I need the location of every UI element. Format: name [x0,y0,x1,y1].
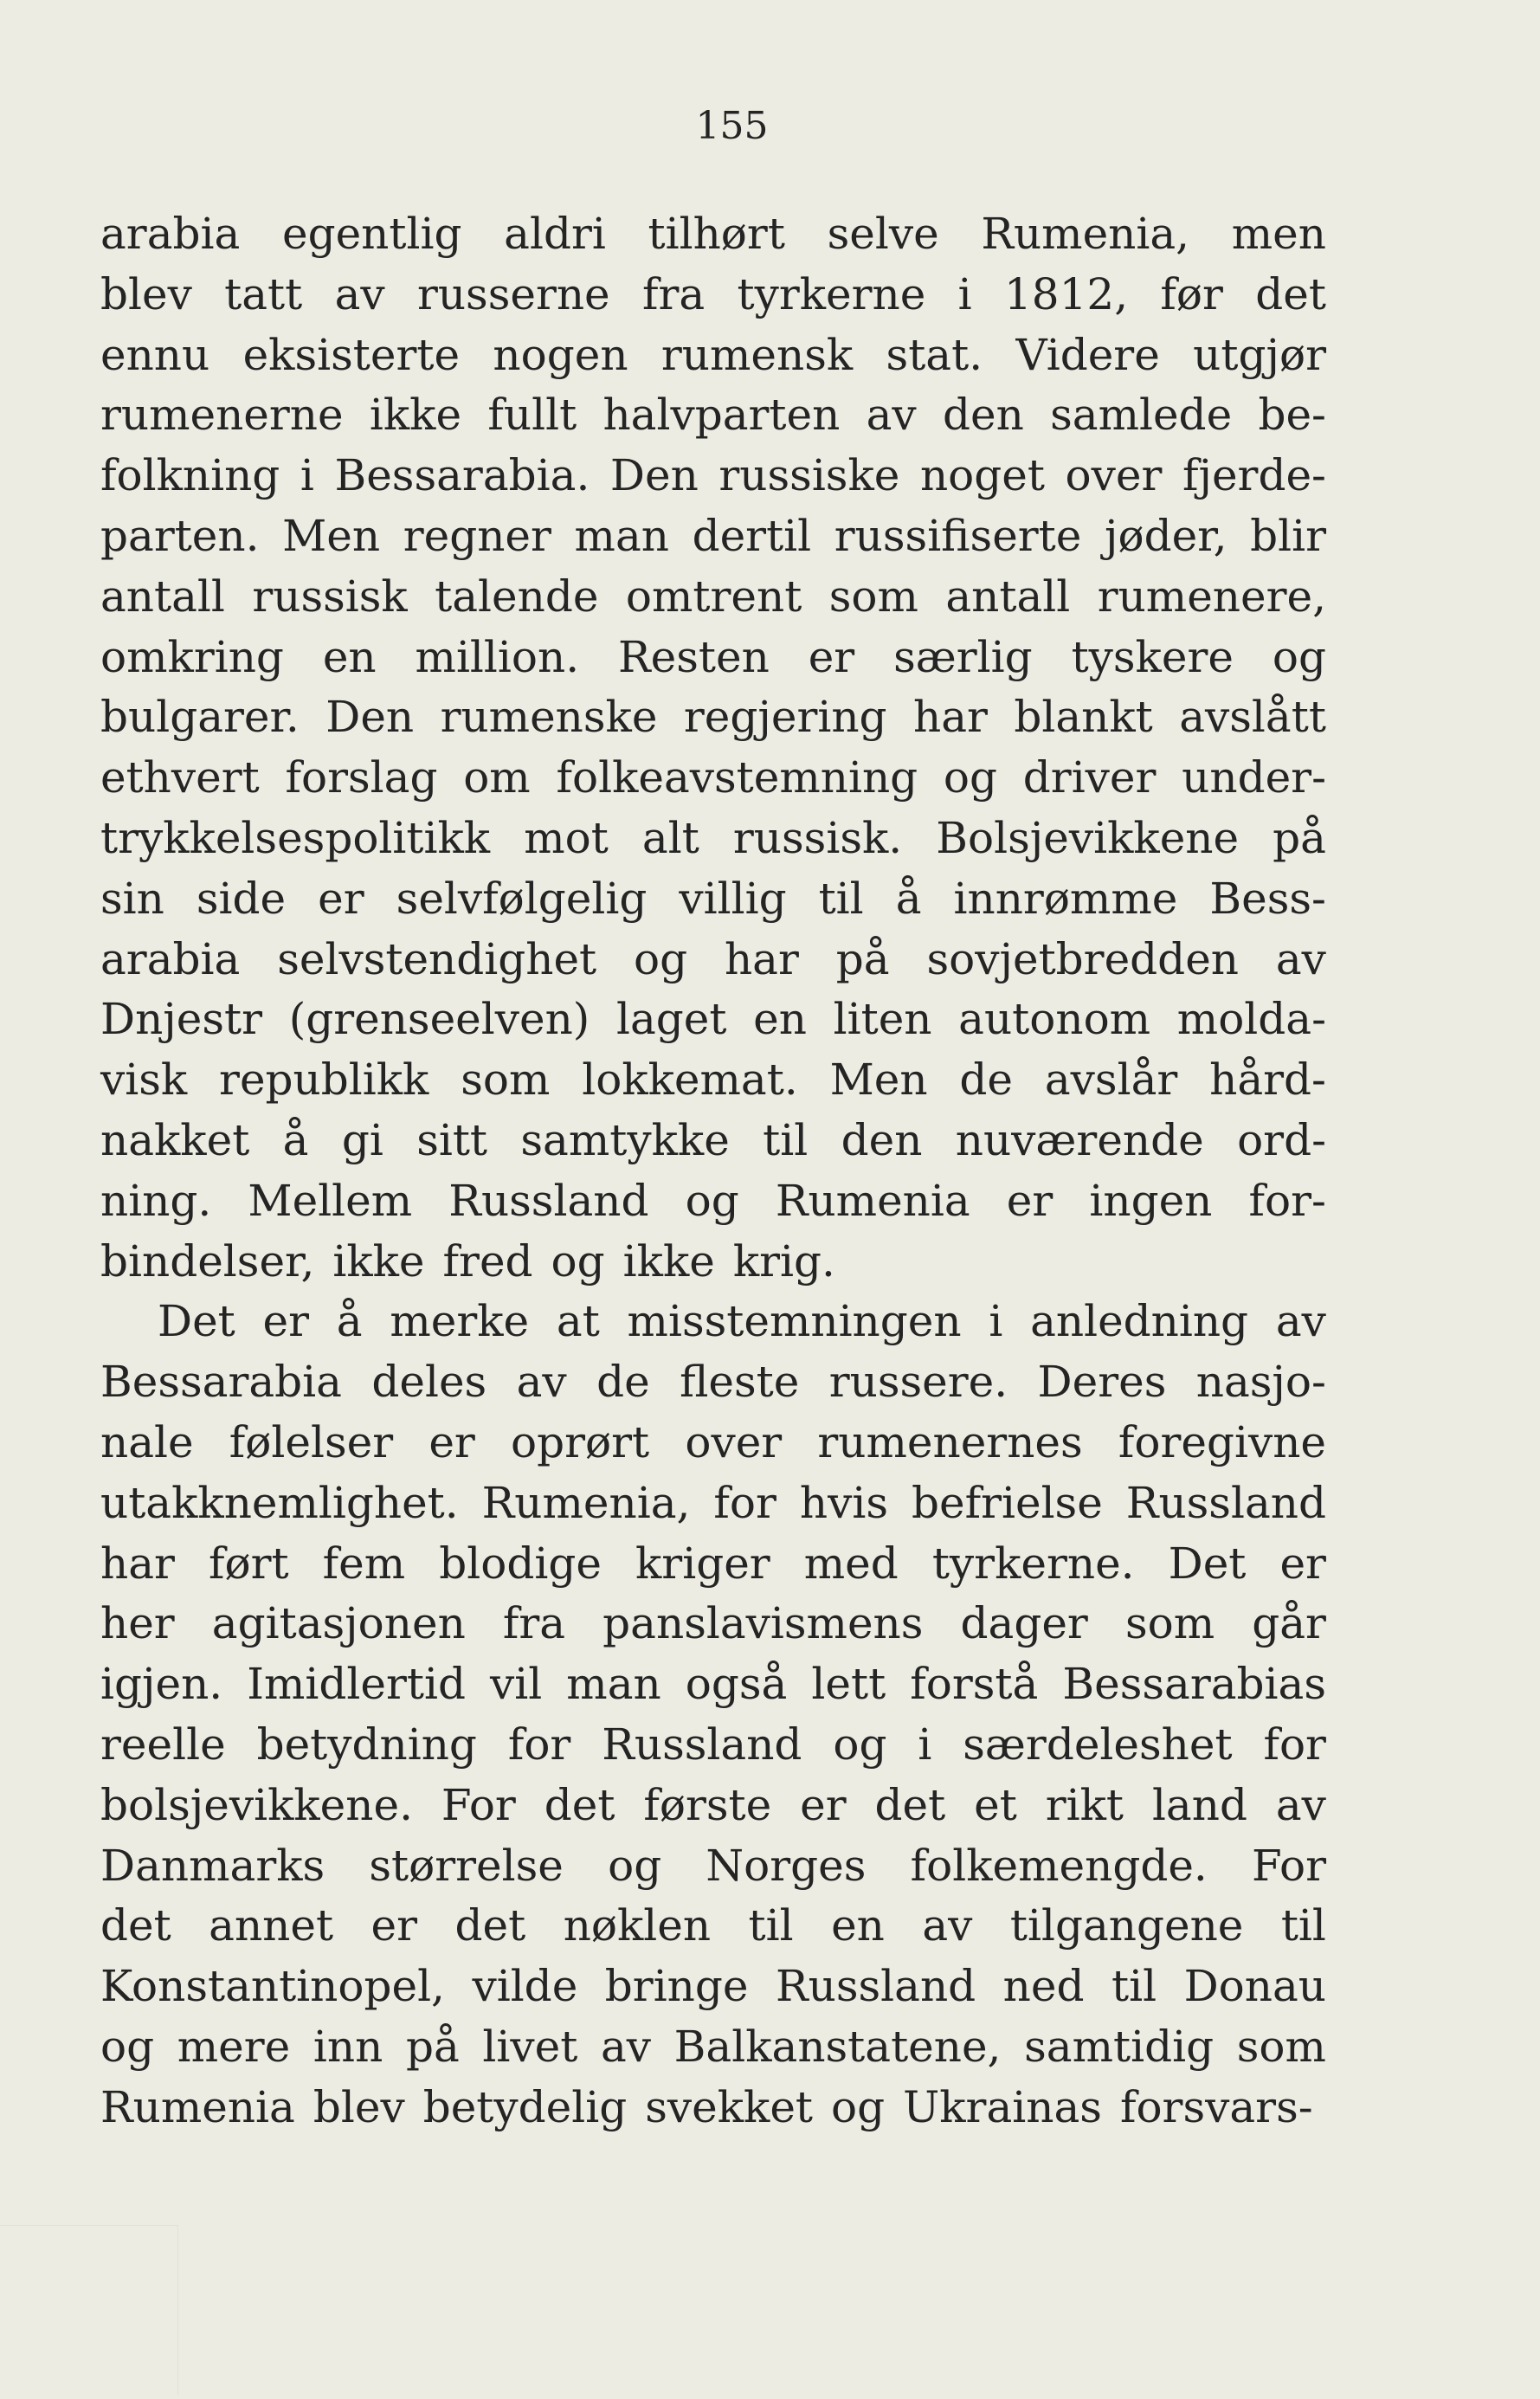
word: Bolsjevikkene [936,812,1240,863]
word: hård- [1209,1054,1326,1106]
word: Deres [1037,1357,1167,1408]
word: autonom [958,994,1151,1045]
word: Russland [775,1961,976,2012]
word: til [1111,1961,1157,2012]
word: nale [100,1416,194,1467]
word: sitt [416,1114,488,1165]
word: agitasjonen [211,1598,466,1649]
word: man [574,510,669,561]
word: 1812, [1003,268,1129,319]
word: utakknemlighet. [100,1477,459,1528]
word: fleste [680,1357,800,1408]
word: (grenseelven) [288,994,590,1045]
word: Balkanstatene, [673,2021,1002,2072]
scan-margin-mark [0,2225,178,2395]
word: vil [490,1659,543,1710]
word: russisk [252,571,408,622]
word: bolsjevikkene. [100,1779,413,1830]
text-line [100,1715,1326,1776]
word: regjering [683,692,887,743]
word: også [685,1659,788,1710]
word: er [1006,1175,1054,1226]
word: er [262,1296,310,1347]
text-line [100,1050,1326,1111]
word: For [441,1779,516,1830]
word: gi [341,1114,383,1165]
word: driver [1022,752,1157,803]
word: ikke [332,1235,425,1287]
word: den [942,390,1024,441]
word: er [1279,1538,1326,1589]
word: lokkemat. [582,1054,798,1106]
word: og [831,2081,886,2132]
word: ikke [622,1235,715,1287]
text-line [100,506,1326,567]
word: tyskere [1071,631,1234,682]
word: sin [100,873,164,924]
word: ning. [100,1175,212,1226]
word: til [818,873,864,924]
word: panslavismens [602,1598,924,1649]
word: igjen. [100,1659,223,1710]
word: blir [1250,510,1326,561]
word: Bess- [1209,873,1326,924]
word: av [516,1357,567,1408]
text-line [100,446,1326,506]
word: hvis [799,1477,888,1528]
word: av [866,390,917,441]
text-line [100,326,1326,386]
word: egentlig [282,209,462,259]
word: tyrkerne. [931,1538,1135,1589]
word: om [463,752,531,803]
word: krig. [732,1235,835,1287]
word: reelle [100,1719,226,1770]
word: Rumenia [100,2081,295,2132]
word: side [196,873,287,924]
word: samlede [1050,390,1233,441]
word: sovjetbredden [926,933,1239,984]
word: nogen [493,329,628,380]
word: størrelse [369,1840,564,1891]
word: av [1275,933,1326,984]
word: er [800,1779,847,1830]
text-line [100,628,1326,688]
word: Det [1168,1538,1247,1589]
word: det [454,1900,526,1951]
word: folkeavstemning [556,752,918,803]
word: regner [403,510,551,561]
word: ethvert [100,752,260,803]
text-line [100,1836,1326,1897]
word: det [544,1779,615,1830]
text-line [100,1957,1326,2017]
word: første [643,1779,772,1830]
word: og [685,1175,739,1226]
word: et [974,1779,1017,1830]
word: på [835,933,890,984]
word: for- [1248,1175,1326,1226]
word: blev [313,2081,405,2132]
word: betydning [256,1719,477,1770]
word: misstemningen [627,1296,962,1347]
word: i [957,268,972,319]
word: rumenerne [100,390,344,441]
word: har [913,692,988,743]
word: aldri [504,209,606,259]
word: villig [679,873,787,924]
word: det [100,1900,171,1951]
word: på [1273,812,1326,863]
word: oprørt [511,1416,650,1467]
word: anledning [1030,1296,1249,1347]
word: Norges [706,1840,867,1891]
word: arabia [100,933,241,984]
word: Konstantinopel, [100,1961,445,2012]
text-line [100,1352,1326,1413]
word: foregivne [1118,1416,1326,1467]
word: annet [209,1900,334,1951]
word: i [989,1296,1003,1347]
word: særdeleshet [963,1719,1233,1770]
text-line [100,1171,1326,1232]
word: en [753,994,807,1045]
word: folkemengde. [910,1840,1208,1891]
word: be- [1258,390,1326,441]
word: selve [827,209,939,259]
word: Rumenia [775,1175,970,1226]
word: vilde [472,1961,578,2012]
word: merke [390,1296,530,1347]
word: livet [482,2021,578,2072]
word: Bessarabia [100,1357,342,1408]
page-number: 155 [695,104,769,148]
word: en [831,1900,885,1951]
word: Bessarabia. [334,450,590,501]
word: har [724,933,799,984]
word: svekket [645,2081,814,2132]
word: kriger [635,1538,770,1589]
word: deles [371,1357,487,1408]
word: samtykke [520,1114,730,1165]
word: tilgangene [1009,1900,1244,1951]
text-line [100,930,1326,990]
text-line [100,265,1326,326]
word: trykkelsespolitikk [100,812,491,863]
word: Bessarabias [1062,1659,1326,1710]
word: omtrent [625,571,802,622]
word: den [841,1114,923,1165]
word: forsvars- [1119,2081,1313,2132]
word: bindelser, [100,1235,315,1287]
word: tyrkerne [737,268,926,319]
word: fem [322,1538,406,1589]
word: de [959,1054,1014,1106]
word: nuværende [955,1114,1204,1165]
word: halvparten [602,390,841,441]
word: nøklen [563,1900,712,1951]
word: republikk [219,1054,429,1106]
word: Det [158,1296,235,1347]
word: ennu [100,329,210,380]
word: nakket [100,1114,250,1165]
word: før [1160,268,1223,319]
text-line [100,1534,1326,1595]
text-line [100,1413,1326,1474]
text-line [100,204,1326,265]
word: selvstendighet [277,933,597,984]
word: ord- [1237,1114,1326,1165]
word: rumenernes [817,1416,1083,1467]
word: antall [100,571,225,622]
word: Imidlertid [247,1659,466,1710]
word: Resten [618,631,770,682]
word: Danmarks [100,1840,325,1891]
word: det [874,1779,946,1830]
word: til [1280,1900,1326,1951]
word: mere [177,2021,291,2072]
word: talende [435,571,599,622]
word: er [318,873,364,924]
word: i [300,450,314,501]
text-line [100,1776,1326,1836]
word: russifiserte [834,510,1082,561]
word: molda- [1176,994,1326,1045]
word: lett [811,1659,886,1710]
word: Videre [1015,329,1160,380]
word: som [461,1054,551,1106]
text-line [100,1654,1326,1715]
word: å [895,873,922,924]
word: særlig [893,631,1033,682]
word: Donau [1183,1961,1326,2012]
word: av [600,2021,652,2072]
word: For [1252,1840,1326,1891]
word: at [556,1296,600,1347]
word: på [405,2021,460,2072]
word: fullt [487,390,577,441]
word: visk [100,1054,188,1106]
word: laget [615,994,727,1045]
text-line [100,1896,1326,1957]
word: fra [502,1598,566,1649]
word: betydelig [422,2081,628,2132]
word: med [803,1538,899,1589]
text-line [100,2078,1326,2138]
word: stat. [886,329,983,380]
word: for [713,1477,776,1528]
word: folkning [100,450,280,501]
word: over [685,1416,783,1467]
word: fjerde- [1182,450,1326,501]
word: og [943,752,998,803]
text-line [100,748,1326,809]
word: til [763,1114,809,1165]
word: rikt [1045,1779,1124,1830]
word: å [336,1296,363,1347]
word: rumenske [440,692,658,743]
word: som [1236,2021,1326,2072]
word: arabia [100,209,241,259]
word: nasjo- [1195,1357,1326,1408]
word: ned [1002,1961,1085,2012]
text-line [100,2017,1326,2078]
word: men [1231,209,1326,259]
word: Russland [1125,1477,1326,1528]
word: mot [524,812,609,863]
word: og [608,1840,662,1891]
word: land [1151,1779,1247,1830]
word: til [748,1900,794,1951]
word: av [334,268,385,319]
text-line [100,809,1326,869]
word: eksisterte [242,329,461,380]
word: antall [945,571,1071,622]
word: Rumenia, [481,1477,691,1528]
word: samtidig [1024,2021,1215,2072]
word: Den [609,450,699,501]
word: og [1272,631,1326,682]
word: Ukrainas [903,2081,1102,2132]
word: jøder, [1104,510,1227,561]
word: alt [641,812,699,863]
word: de [596,1357,650,1408]
text-line [100,1594,1326,1654]
word: Russland [448,1175,649,1226]
word: tatt [224,268,303,319]
text-line [100,1111,1326,1171]
word: russisk. [732,812,903,863]
word: for [1263,1719,1326,1770]
word: noget [919,450,1045,501]
word: bringe [604,1961,749,2012]
word: utgjør [1193,329,1326,380]
word: som [828,571,918,622]
word: man [566,1659,661,1710]
word: tilhørt [648,209,785,259]
word: liten [833,994,932,1045]
word: blev [100,268,192,319]
word: her [100,1598,175,1649]
word: går [1252,1598,1326,1649]
word: og [833,1719,887,1770]
word: forslag [285,752,438,803]
word: Russland [602,1719,802,1770]
word: innrømme [953,873,1178,924]
text-line [100,1474,1326,1534]
word: rumenere, [1097,571,1326,622]
text-line [100,385,1326,446]
word: og [634,933,688,984]
word: russiske [718,450,900,501]
word: russere. [828,1357,1008,1408]
word: under- [1182,752,1326,803]
word: avslått [1179,692,1326,743]
word: for [507,1719,571,1770]
text-line [100,1292,1326,1352]
word: av [1275,1779,1326,1830]
text-line [100,687,1326,748]
word: blankt [1014,692,1153,743]
text-line [100,1232,1326,1293]
word: rumensk [660,329,854,380]
text-line [100,567,1326,628]
word: og [100,2021,155,2072]
word: forstå [910,1659,1039,1710]
word: over [1065,450,1163,501]
word: ikke [369,390,462,441]
word: blodige [439,1538,602,1589]
word: Dnjestr [100,994,263,1045]
word: ført [208,1538,289,1589]
word: befrielse [911,1477,1103,1528]
word: russerne [416,268,610,319]
word: ingen [1089,1175,1213,1226]
word: million. [415,631,580,682]
word: har [100,1538,175,1589]
text-line [100,869,1326,930]
word: følelser [229,1416,394,1467]
word: i [918,1719,932,1770]
word: bulgarer. [100,692,300,743]
word: Rumenia, [981,209,1190,259]
word: er [428,1416,475,1467]
word: det [1255,268,1326,319]
word: er [808,631,855,682]
text-line [100,990,1326,1050]
word: av [922,1900,973,1951]
word: inn [313,2021,383,2072]
word: er [371,1900,418,1951]
word: av [1275,1296,1326,1347]
word: en [322,631,377,682]
word: omkring [100,631,284,682]
word: selvfølgelig [396,873,648,924]
word: fra [641,268,706,319]
word: og [551,1235,605,1287]
word: å [282,1114,309,1165]
word: Mellem [248,1175,413,1226]
body-text [100,204,1326,2138]
word: dertil [692,510,812,561]
word: som [1124,1598,1215,1649]
word: fred [442,1235,533,1287]
word: Men [829,1054,928,1106]
word: Men [282,510,381,561]
word: Den [325,692,415,743]
word: parten. [100,510,260,561]
word: dager [960,1598,1088,1649]
word: avslår [1044,1054,1178,1106]
